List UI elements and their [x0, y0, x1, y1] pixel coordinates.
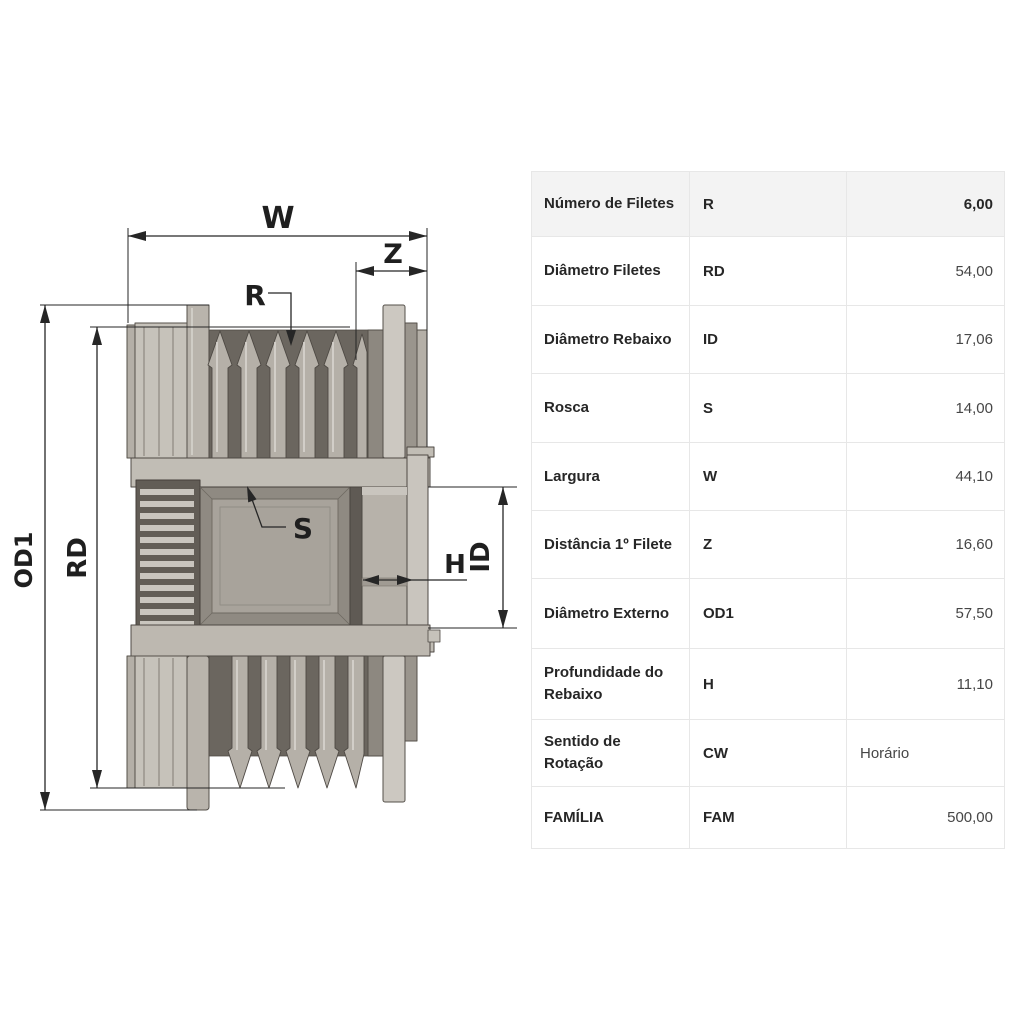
- table-row: [532, 787, 1004, 849]
- spec-code: S: [689, 374, 846, 442]
- spec-label: Profundidade do Rebaixo: [544, 664, 664, 703]
- spec-value: 11,10: [846, 649, 1004, 719]
- table-row: [532, 579, 1004, 649]
- spec-label: Diâmetro Externo: [544, 604, 670, 622]
- spec-value: 6,00: [846, 172, 1004, 236]
- spec-label: FAMÍLIA: [544, 808, 604, 826]
- table-row: [532, 306, 1004, 374]
- dim-label-r: R: [244, 279, 266, 312]
- spec-label: Número de Filetes: [544, 195, 675, 213]
- dim-label-h: H: [444, 550, 466, 580]
- spec-value: 44,10: [846, 443, 1004, 510]
- dim-label-id: ID: [466, 541, 496, 573]
- pulley-body: [127, 305, 440, 810]
- spec-code: OD1: [689, 579, 846, 648]
- dim-label-rd: RD: [63, 537, 93, 579]
- spec-value: 14,00: [846, 374, 1004, 442]
- spec-label: Largura: [544, 467, 600, 485]
- dim-label-z: Z: [383, 239, 403, 270]
- spec-value: 17,06: [846, 306, 1004, 373]
- table-row: [532, 511, 1004, 579]
- dim-label-w: W: [261, 201, 295, 236]
- spec-value: 16,60: [846, 511, 1004, 578]
- spec-code: W: [689, 443, 846, 510]
- bottom-rib-band: [127, 656, 417, 810]
- spec-code: FAM: [689, 787, 846, 848]
- table-row: [532, 172, 1004, 237]
- spec-code: RD: [689, 237, 846, 305]
- spec-label: Rosca: [544, 399, 590, 417]
- hub-section: [131, 447, 440, 656]
- spec-label: Diâmetro Filetes: [544, 262, 661, 280]
- table-row: [532, 720, 1004, 787]
- table-row: [532, 443, 1004, 511]
- top-rib-band: [127, 305, 427, 458]
- dim-label-s: S: [292, 512, 314, 545]
- spec-label: Sentido de Rotação: [544, 733, 621, 772]
- spec-label: Diâmetro Rebaixo: [544, 330, 672, 348]
- table-row: [532, 649, 1004, 720]
- spec-label: Distância 1º Filete: [544, 535, 673, 553]
- spec-code: H: [689, 649, 846, 719]
- spec-code: Z: [689, 511, 846, 578]
- table-row: [532, 237, 1004, 306]
- dimension-id: [428, 487, 517, 628]
- spec-value: 54,00: [846, 237, 1004, 305]
- dim-label-od1: OD1: [10, 531, 38, 589]
- spec-code: CW: [689, 720, 846, 786]
- spec-value: 57,50: [846, 579, 1004, 648]
- spec-value: 500,00: [846, 787, 1004, 848]
- spec-code: ID: [689, 306, 846, 373]
- spec-code: R: [689, 172, 846, 236]
- spec-value: Horário: [846, 720, 1004, 786]
- table-row: [532, 374, 1004, 443]
- spec-table: [531, 171, 1005, 849]
